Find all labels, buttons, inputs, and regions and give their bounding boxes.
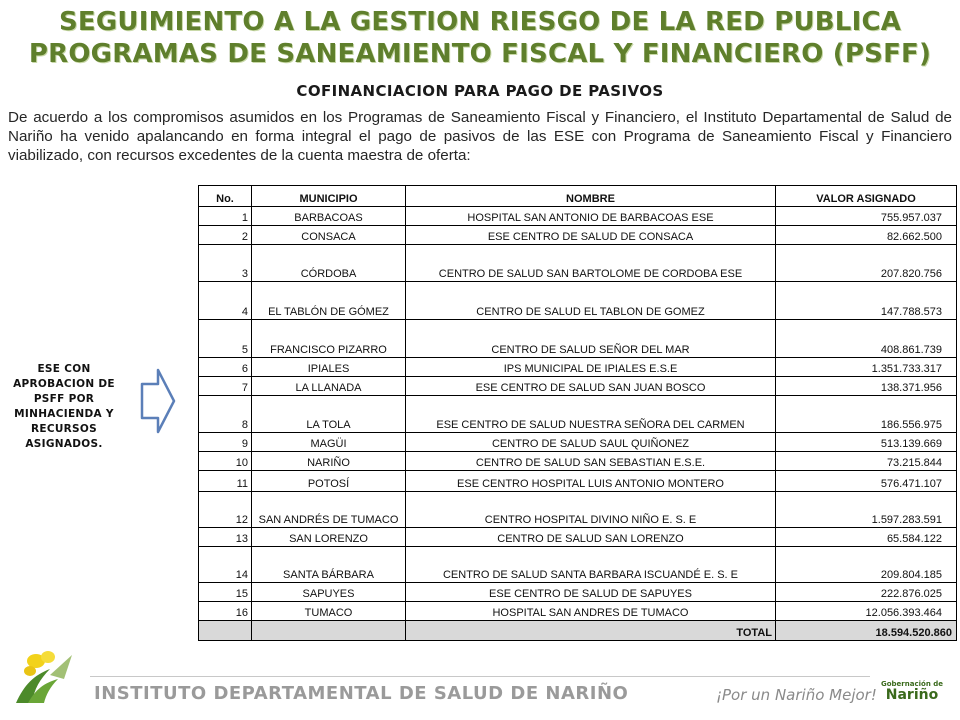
cell-valor: 222.876.025	[776, 583, 957, 602]
cell-no: 11	[199, 471, 252, 492]
cell-valor: 82.662.500	[776, 226, 957, 245]
table-row	[199, 492, 957, 528]
cell-nombre: HOSPITAL SAN ANDRES DE TUMACO	[406, 602, 776, 621]
cell-no: 6	[199, 358, 252, 377]
cell-no: 10	[199, 452, 252, 471]
cell-no: 1	[199, 207, 252, 226]
cell-nombre: HOSPITAL SAN ANTONIO DE BARBACOAS ESE	[406, 207, 776, 226]
cell-municipio: MAGÜI	[252, 433, 406, 452]
cell-valor: 209.804.185	[776, 547, 957, 583]
cell-municipio: SAN LORENZO	[252, 528, 406, 547]
title-line-2: PROGRAMAS DE SANEAMIENTO FISCAL Y FINANCIERO (PSFF)	[28, 39, 932, 69]
table-row	[199, 245, 957, 282]
table-row	[199, 547, 957, 583]
cell-municipio: NARIÑO	[252, 452, 406, 471]
cell-municipio: EL TABLÓN DE GÓMEZ	[252, 282, 406, 320]
cell-valor: 513.139.669	[776, 433, 957, 452]
table-row	[199, 396, 957, 433]
header-no: No.	[199, 186, 252, 207]
cell-valor: 207.820.756	[776, 245, 957, 282]
total-value: 18.594.520.860	[776, 621, 957, 641]
table-row	[199, 282, 957, 320]
gob-logo-small-text: Gobernación de	[880, 680, 943, 688]
cell-no: 3	[199, 245, 252, 282]
cell-nombre: CENTRO DE SALUD EL TABLON DE GOMEZ	[406, 282, 776, 320]
header-valor: VALOR ASIGNADO	[776, 186, 957, 207]
cell-no: 14	[199, 547, 252, 583]
cell-municipio: LA TOLA	[252, 396, 406, 433]
table-row	[199, 452, 957, 471]
total-row	[199, 621, 957, 641]
cell-nombre: ESE CENTRO DE SALUD DE CONSACA	[406, 226, 776, 245]
cell-valor: 576.471.107	[776, 471, 957, 492]
cell-no: 15	[199, 583, 252, 602]
cell-no: 5	[199, 320, 252, 358]
table-row	[199, 358, 957, 377]
cell-municipio: FRANCISCO PIZARRO	[252, 320, 406, 358]
table-row	[199, 433, 957, 452]
cell-no: 16	[199, 602, 252, 621]
cell-no: 4	[199, 282, 252, 320]
cell-nombre: CENTRO DE SALUD SAN BARTOLOME DE CORDOBA ESE	[406, 245, 776, 282]
table-row	[199, 602, 957, 621]
cell-valor: 65.584.122	[776, 528, 957, 547]
cell-no: 9	[199, 433, 252, 452]
intro-paragraph: De acuerdo a los compromisos asumidos en los Programas de Saneamiento Fiscal y Financiero, el Instituto Departamental de Salud de Nariño ha venido apalancando en forma integral el pago de pasivos de las ESE con Programa de Saneamiento Fiscal y Financiero viabilizado, con recursos excedentes de la cuenta maestra de oferta:	[8, 109, 952, 164]
cell-municipio: CÓRDOBA	[252, 245, 406, 282]
cell-municipio: POTOSÍ	[252, 471, 406, 492]
cell-valor: 138.371.956	[776, 377, 957, 396]
footer-slogan: ¡Por un Nariño Mejor!	[716, 686, 877, 704]
cell-no: 7	[199, 377, 252, 396]
page-title	[0, 6, 960, 70]
cell-no: 13	[199, 528, 252, 547]
title-line-1: SEGUIMIENTO A LA GESTION RIESGO DE LA RED PUBLICA	[58, 7, 902, 37]
cell-nombre: ESE CENTRO DE SALUD SAN JUAN BOSCO	[406, 377, 776, 396]
cell-nombre: CENTRO DE SALUD SAN SEBASTIAN E.S.E.	[406, 452, 776, 471]
cell-municipio: SANTA BÁRBARA	[252, 547, 406, 583]
total-blank-cell	[199, 621, 252, 641]
arrow-right-icon	[138, 366, 178, 436]
gobernacion-logo-icon	[872, 680, 952, 703]
cell-valor: 755.957.037	[776, 207, 957, 226]
table-row	[199, 583, 957, 602]
cell-nombre: CENTRO DE SALUD SANTA BARBARA ISCUANDÉ E. S. E	[406, 547, 776, 583]
header-nombre: NOMBRE	[406, 186, 776, 207]
cell-no: 2	[199, 226, 252, 245]
cell-nombre: ESE CENTRO DE SALUD NUESTRA SEÑORA DEL CARMEN	[406, 396, 776, 433]
cell-valor: 73.215.844	[776, 452, 957, 471]
table-header-row	[199, 186, 957, 207]
table-row	[199, 471, 957, 492]
cell-municipio: SAN ANDRÉS DE TUMACO	[252, 492, 406, 528]
cell-valor: 186.556.975	[776, 396, 957, 433]
cell-municipio: CONSACA	[252, 226, 406, 245]
cell-nombre: CENTRO HOSPITAL DIVINO NIÑO E. S. E	[406, 492, 776, 528]
cell-nombre: CENTRO DE SALUD SEÑOR DEL MAR	[406, 320, 776, 358]
institute-logo-icon	[10, 645, 82, 707]
footer-institution: INSTITUTO DEPARTAMENTAL DE SALUD DE NARIÑO	[94, 683, 629, 704]
cell-no: 8	[199, 396, 252, 433]
cell-municipio: TUMACO	[252, 602, 406, 621]
cell-valor: 1.351.733.317	[776, 358, 957, 377]
cell-no: 12	[199, 492, 252, 528]
cell-nombre: CENTRO DE SALUD SAUL QUIÑONEZ	[406, 433, 776, 452]
total-blank-cell	[252, 621, 406, 641]
table-row	[199, 226, 957, 245]
cell-municipio: IPIALES	[252, 358, 406, 377]
table-row	[199, 207, 957, 226]
total-label: TOTAL	[406, 621, 776, 641]
cell-valor: 408.861.739	[776, 320, 957, 358]
table-row	[199, 528, 957, 547]
cell-valor: 147.788.573	[776, 282, 957, 320]
gob-logo-big-text: Nariño	[885, 687, 939, 703]
footer-divider	[90, 676, 870, 677]
cell-nombre: IPS MUNICIPAL DE IPIALES E.S.E	[406, 358, 776, 377]
cell-nombre: ESE CENTRO DE SALUD DE SAPUYES	[406, 583, 776, 602]
cell-nombre: CENTRO DE SALUD SAN LORENZO	[406, 528, 776, 547]
cell-valor: 12.056.393.464	[776, 602, 957, 621]
cell-nombre: ESE CENTRO HOSPITAL LUIS ANTONIO MONTERO	[406, 471, 776, 492]
table-row	[199, 320, 957, 358]
cell-valor: 1.597.283.591	[776, 492, 957, 528]
header-municipio: MUNICIPIO	[252, 186, 406, 207]
cell-municipio: BARBACOAS	[252, 207, 406, 226]
table-row	[199, 377, 957, 396]
side-label: ESE CON APROBACION DE PSFF POR MINHACIENDA Y RECURSOS ASIGNADOS.	[13, 363, 115, 450]
cell-municipio: SAPUYES	[252, 583, 406, 602]
section-subtitle: COFINANCIACION PARA PAGO DE PASIVOS	[296, 82, 664, 100]
cell-municipio: LA LLANADA	[252, 377, 406, 396]
allocation-table	[198, 185, 957, 641]
